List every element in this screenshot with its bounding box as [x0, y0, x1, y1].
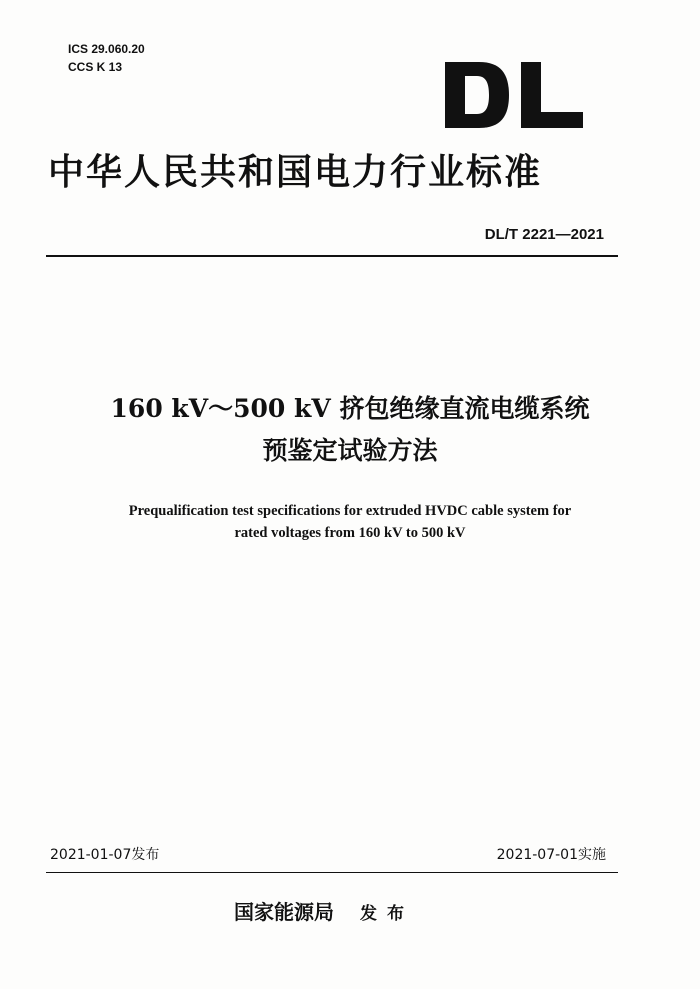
ics-code: ICS 29.060.20	[68, 42, 145, 56]
issuer	[234, 896, 414, 925]
classification-codes	[68, 40, 145, 76]
dl-logo-letter-l	[521, 62, 583, 128]
issuer-verb: 发布	[360, 904, 414, 924]
issuing-authority-title: 中华人民共和国电力行业标准	[48, 151, 543, 193]
chinese-title-line-2: 预鉴定试验方法	[262, 436, 438, 465]
dl-logo	[445, 62, 583, 128]
dl-logo-letter-d	[445, 62, 509, 128]
english-title-line-1: Prequalification test specifications for extruded HVDC cable system for	[128, 503, 572, 519]
ccs-code: CCS K 13	[68, 60, 123, 74]
footer-divider	[46, 872, 618, 873]
english-title-line-2: rated voltages from 160 kV to 500 kV	[234, 525, 466, 541]
english-title	[0, 500, 700, 544]
publish-date: 2021-01-07发布	[50, 847, 160, 863]
issuer-name: 国家能源局	[234, 900, 334, 924]
header-divider	[46, 255, 618, 257]
chinese-title	[0, 388, 700, 472]
chinese-title-line-1: 160 kV～500 kV 挤包绝缘直流电缆系统	[110, 394, 590, 423]
implement-date: 2021-07-01实施	[496, 847, 606, 863]
standard-number: DL/T 2221—2021	[484, 226, 604, 243]
